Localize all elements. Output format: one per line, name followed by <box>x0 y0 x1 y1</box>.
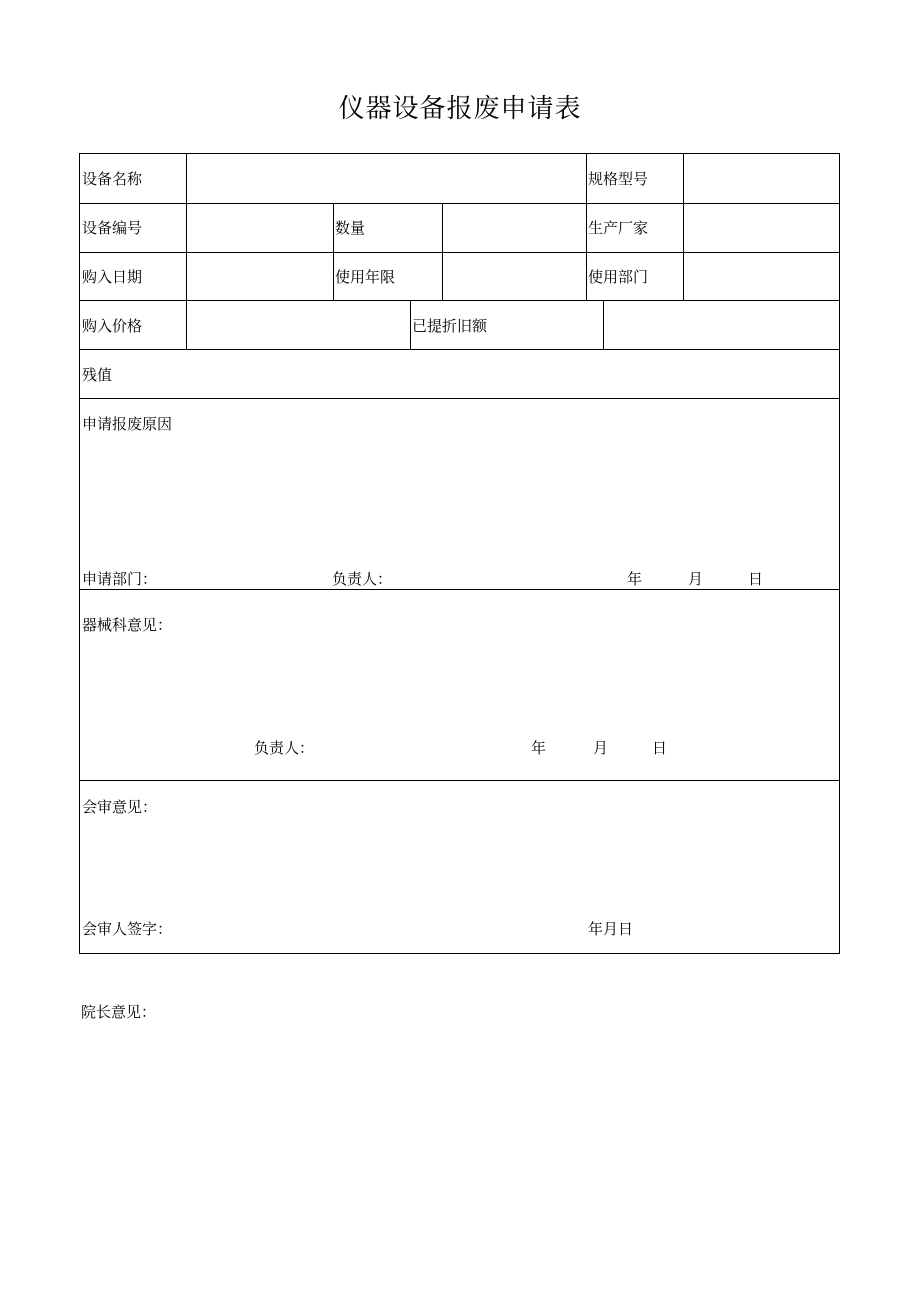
label-depreciation: 已提折旧额 <box>412 317 488 335</box>
reason-year: 年 <box>627 570 643 588</box>
row-divider <box>80 252 839 253</box>
page-title: 仪器设备报废申请表 <box>338 94 582 124</box>
column-divider <box>410 300 411 349</box>
label-reviewer-sign: 会审人签字： <box>82 920 173 938</box>
row-divider <box>80 349 839 350</box>
label-equipment-opinion: 器械科意见： <box>82 616 173 634</box>
column-divider <box>442 203 443 300</box>
column-divider <box>603 300 604 349</box>
equipment-day: 日 <box>652 739 668 757</box>
label-model: 规格型号 <box>588 170 649 188</box>
equipment-month: 月 <box>593 739 609 757</box>
label-service-life: 使用年限 <box>335 268 396 286</box>
reason-day: 日 <box>748 570 764 588</box>
label-applicant-dept: 申请部门： <box>82 570 158 588</box>
equipment-year: 年 <box>531 739 547 757</box>
column-divider <box>333 203 334 300</box>
review-date: 年月日 <box>588 920 634 938</box>
label-scrap-reason: 申请报废原因 <box>82 415 173 433</box>
column-divider <box>683 154 684 300</box>
label-device-no: 设备编号 <box>82 219 143 237</box>
row-divider <box>80 780 839 781</box>
column-divider <box>586 154 587 300</box>
column-divider <box>186 154 187 300</box>
label-president-opinion: 院长意见： <box>81 1003 157 1021</box>
column-divider <box>186 300 187 349</box>
label-review-opinion: 会审意见： <box>82 798 158 816</box>
label-quantity: 数量 <box>335 219 366 237</box>
row-divider <box>80 589 839 590</box>
scrap-application-form <box>79 153 840 954</box>
label-purchase-price: 购入价格 <box>82 317 143 335</box>
reason-month: 月 <box>688 570 704 588</box>
label-equipment-person: 负责人： <box>254 739 315 757</box>
label-purchase-date: 购入日期 <box>82 268 143 286</box>
label-device-name: 设备名称 <box>82 170 143 188</box>
row-divider <box>80 300 839 301</box>
label-department: 使用部门 <box>588 268 649 286</box>
label-manufacturer: 生产厂家 <box>588 219 649 237</box>
row-divider <box>80 203 839 204</box>
row-divider <box>80 398 839 399</box>
label-residual: 残值 <box>82 366 113 384</box>
label-reason-person: 负责人： <box>332 570 393 588</box>
